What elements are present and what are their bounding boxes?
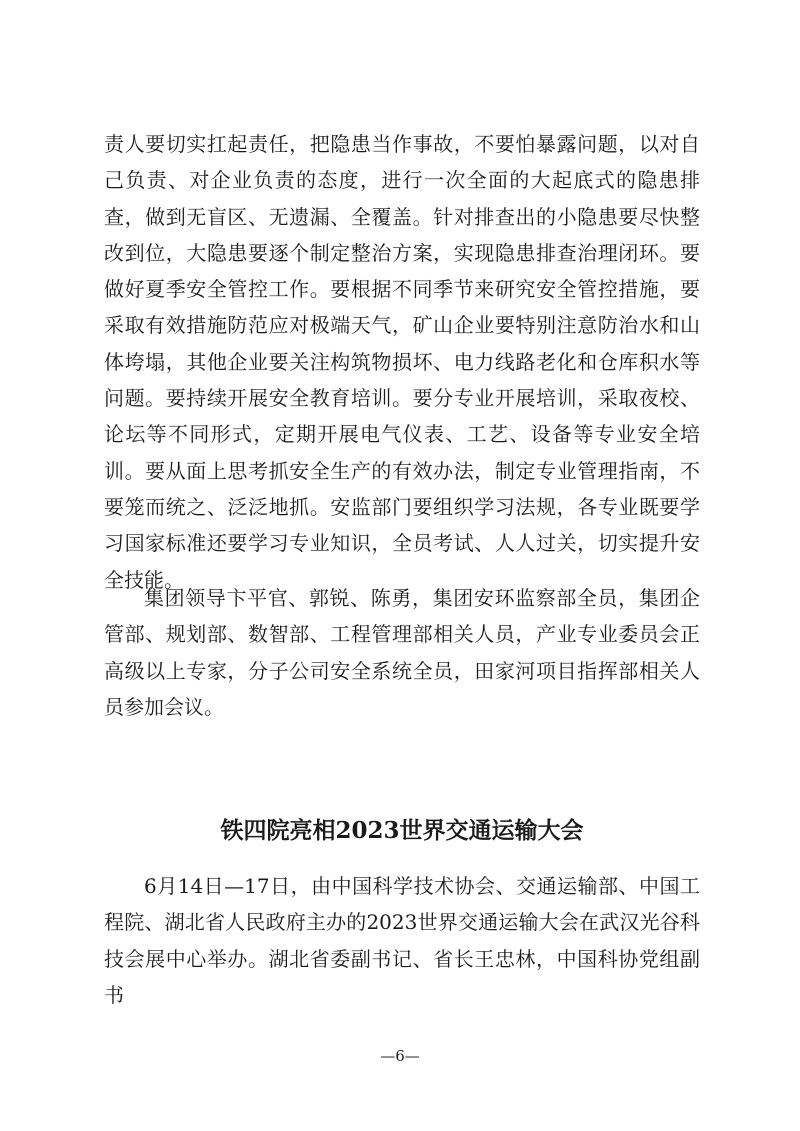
attendees-paragraph: 集团领导卞平官、郭锐、陈勇，集团安环监察部全员，集团企管部、规划部、数智部、工程管理部相关人员，产业专业委员会正高级以上专家，分子公司安全系统全员，田家河项目指挥部相关人员参加会议。: [104, 586, 700, 719]
body-paragraph: 责人要切实扛起责任，把隐患当作事故，不要怕暴露问题，以对自己负责、对企业负责的态度，进行一次全面的大起底式的隐患排查，做到无盲区、无遗漏、全覆盖。针对排查出的小隐患要尽快整改到位，大隐患要逐个制定整治方案，实现隐患排查治理闭环。要做好夏季安全管控工作。要根据不同季节来研究安全管控措施，要采取有效措施防范应对极端天气，矿山企业要特别注意防治水和山体垮塌，其他企业要关注构筑物损坏、电力线路老化和仓库积水等问题。要持续开展安全教育培训。要分专业开展培训，采取夜校、论坛等不同形式，定期开展电气仪表、工艺、设备等专业安全培训。要从面上思考抓安全生产的有效办法，制定专业管理指南，不要笼而统之、泛泛地抓。安监部门要组织学习法规，各专业既要学习国家标准还要学习专业知识，全员考试、人人过关，切实提升安全技能。: [104, 132, 700, 592]
article-title: 铁四院亮相2023世界交通运输大会: [220, 817, 584, 844]
page-number: —6—: [380, 1047, 420, 1065]
article-paragraph: 6月14日—17日，由中国科学技术协会、交通运输部、中国工程院、湖北省人民政府主办的2023世界交通运输大会在武汉光谷科技会展中心举办。湖北省委副书记、省长王忠林，中国科协党组副书: [104, 874, 700, 1007]
